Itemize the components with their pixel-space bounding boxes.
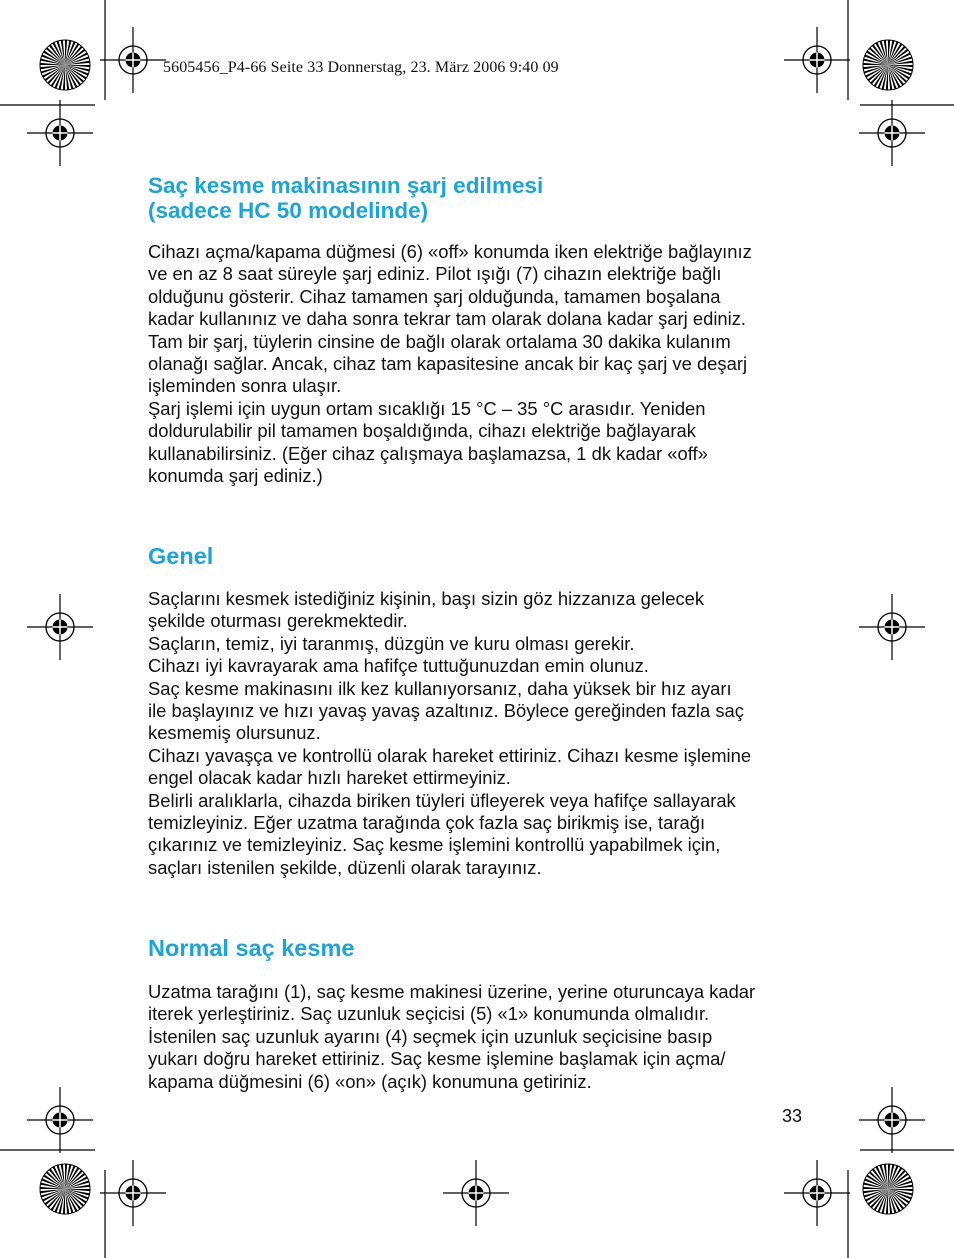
page-number: 33 [782, 1106, 803, 1126]
text-line: saçları istenilen şekilde, düzenli olarak tarayınız. [148, 856, 542, 878]
heading-line: Saç kesme makinasının şarj edilmesi [148, 173, 544, 198]
text-line: olduğunu gösterir. Cihaz tamamen şarj olduğunda, tamamen boşalana [148, 285, 721, 307]
paragraph-charging [148, 241, 820, 487]
text-line: Saç kesme makinasını ilk kez kullanıyorsanız, daha yüksek bir hız ayarı [148, 677, 732, 699]
text-line: Cihazı yavaşça ve kontrollü olarak hareket ettiriniz. Cihazı kesme işlemine [148, 744, 752, 766]
print-slug: 5605456_P4-66 Seite 33 Donnerstag, 23. März 2006 9:40 09 [163, 59, 559, 76]
registration-mark-icon [100, 27, 166, 93]
text-line: işleminden sonra ulaşır. [148, 375, 342, 397]
text-line: çıkarınız ve temizleyiniz. Saç kesme işlemini kontrollü yapabilmek için, [148, 834, 721, 856]
starburst-target-icon [863, 1164, 913, 1214]
text-line: Tam bir şarj, tüylerin cinsine de bağlı olarak ortalama 30 dakika kulanım [148, 330, 731, 352]
section-heading-charging [148, 173, 543, 223]
registration-mark-icon [100, 1160, 166, 1226]
registration-mark-icon [859, 100, 925, 166]
registration-mark-icon [27, 594, 93, 660]
text-line: olanağı sağlar. Ancak, cihaz tam kapasitesine ancak bir kaç şarj ve deşarj [148, 353, 748, 375]
text-line: iterek yerleştiriniz. Saç uzunluk seçicisi (5) «1» konumunda olmalıdır. [148, 1003, 710, 1025]
heading-line: (sadece HC 50 modelinde) [148, 198, 429, 223]
text-line: kesmemiş olursunuz. [148, 722, 321, 744]
paragraph-normal-haircut [148, 981, 820, 1093]
text-line: ile başlayınız ve hızı yavaş yavaş azaltınız. Böylece gereğinden fazla saç [148, 700, 744, 722]
registration-mark-icon [443, 1160, 509, 1226]
text-line: konumda şarj ediniz.) [148, 465, 323, 487]
text-line: doldurulabilir pil tamamen boşaldığında, cihazı elektriğe bağlayarak [148, 420, 696, 442]
starburst-target-icon [863, 40, 913, 90]
text-line: Saçlarını kesmek istediğiniz kişinin, başı sizin göz hizzanıza gelecek [148, 588, 705, 609]
registration-mark-icon [859, 1087, 925, 1153]
text-line: ve en az 8 saat süreyle şarj ediniz. Pilot ışığı (7) cihazın elektriğe bağlı [148, 263, 722, 285]
starburst-target-icon [40, 1164, 90, 1214]
text-line: kadar kullanınız ve daha sonra tekrar tam olarak dolana kadar şarj ediniz. [148, 308, 747, 330]
registration-mark-icon [859, 594, 925, 660]
registration-mark-icon [784, 1160, 850, 1226]
text-line: Uzatma tarağını (1), saç kesme makinesi üzerine, yerine oturuncaya kadar [148, 981, 756, 1002]
text-line: yukarı doğru hareket ettiriniz. Saç kesme işlemine başlamak için açma/ [148, 1048, 726, 1070]
text-line: Cihazı açma/kapama düğmesi (6) «off» konumda iken elektriğe bağlayınız [148, 241, 752, 262]
text-line: Cihazı iyi kavrayarak ama hafifçe tuttuğunuzdan emin olunuz. [148, 655, 649, 677]
registration-mark-icon [784, 27, 850, 93]
registration-mark-icon [27, 100, 93, 166]
starburst-target-icon [40, 40, 90, 90]
text-line: İstenilen saç uzunluk ayarını (4) seçmek için uzunluk seçicisine basıp [148, 1025, 713, 1047]
text-line: Belirli aralıklarla, cihazda biriken tüyleri üfleyerek veya hafifçe sallayarak [148, 789, 736, 811]
text-line: Saçların, temiz, iyi taranmış, düzgün ve kuru olması gerekir. [148, 632, 635, 654]
section-heading-normal-haircut: Normal saç kesme [148, 935, 355, 961]
section-heading-general: Genel [148, 543, 214, 569]
text-line: kullanabilirsiniz. (Eğer cihaz çalışmaya başlamazsa, 1 dk kadar «off» [148, 442, 708, 464]
text-line: şekilde oturması gerekmektedir. [148, 610, 408, 632]
registration-mark-icon [27, 1087, 93, 1153]
text-line: kapama düğmesini (6) «on» (açık) konumuna getiriniz. [148, 1070, 592, 1092]
text-line: Şarj işlemi için uygun ortam sıcaklığı 15 °C – 35 °C arasıdır. Yeniden [148, 397, 706, 419]
paragraph-general [148, 588, 820, 879]
text-line: temizleyiniz. Eğer uzatma tarağında çok fazla saç birikmiş ise, tarağı [148, 812, 706, 834]
text-line: engel olacak kadar hızlı hareket ettirmeyiniz. [148, 767, 511, 789]
